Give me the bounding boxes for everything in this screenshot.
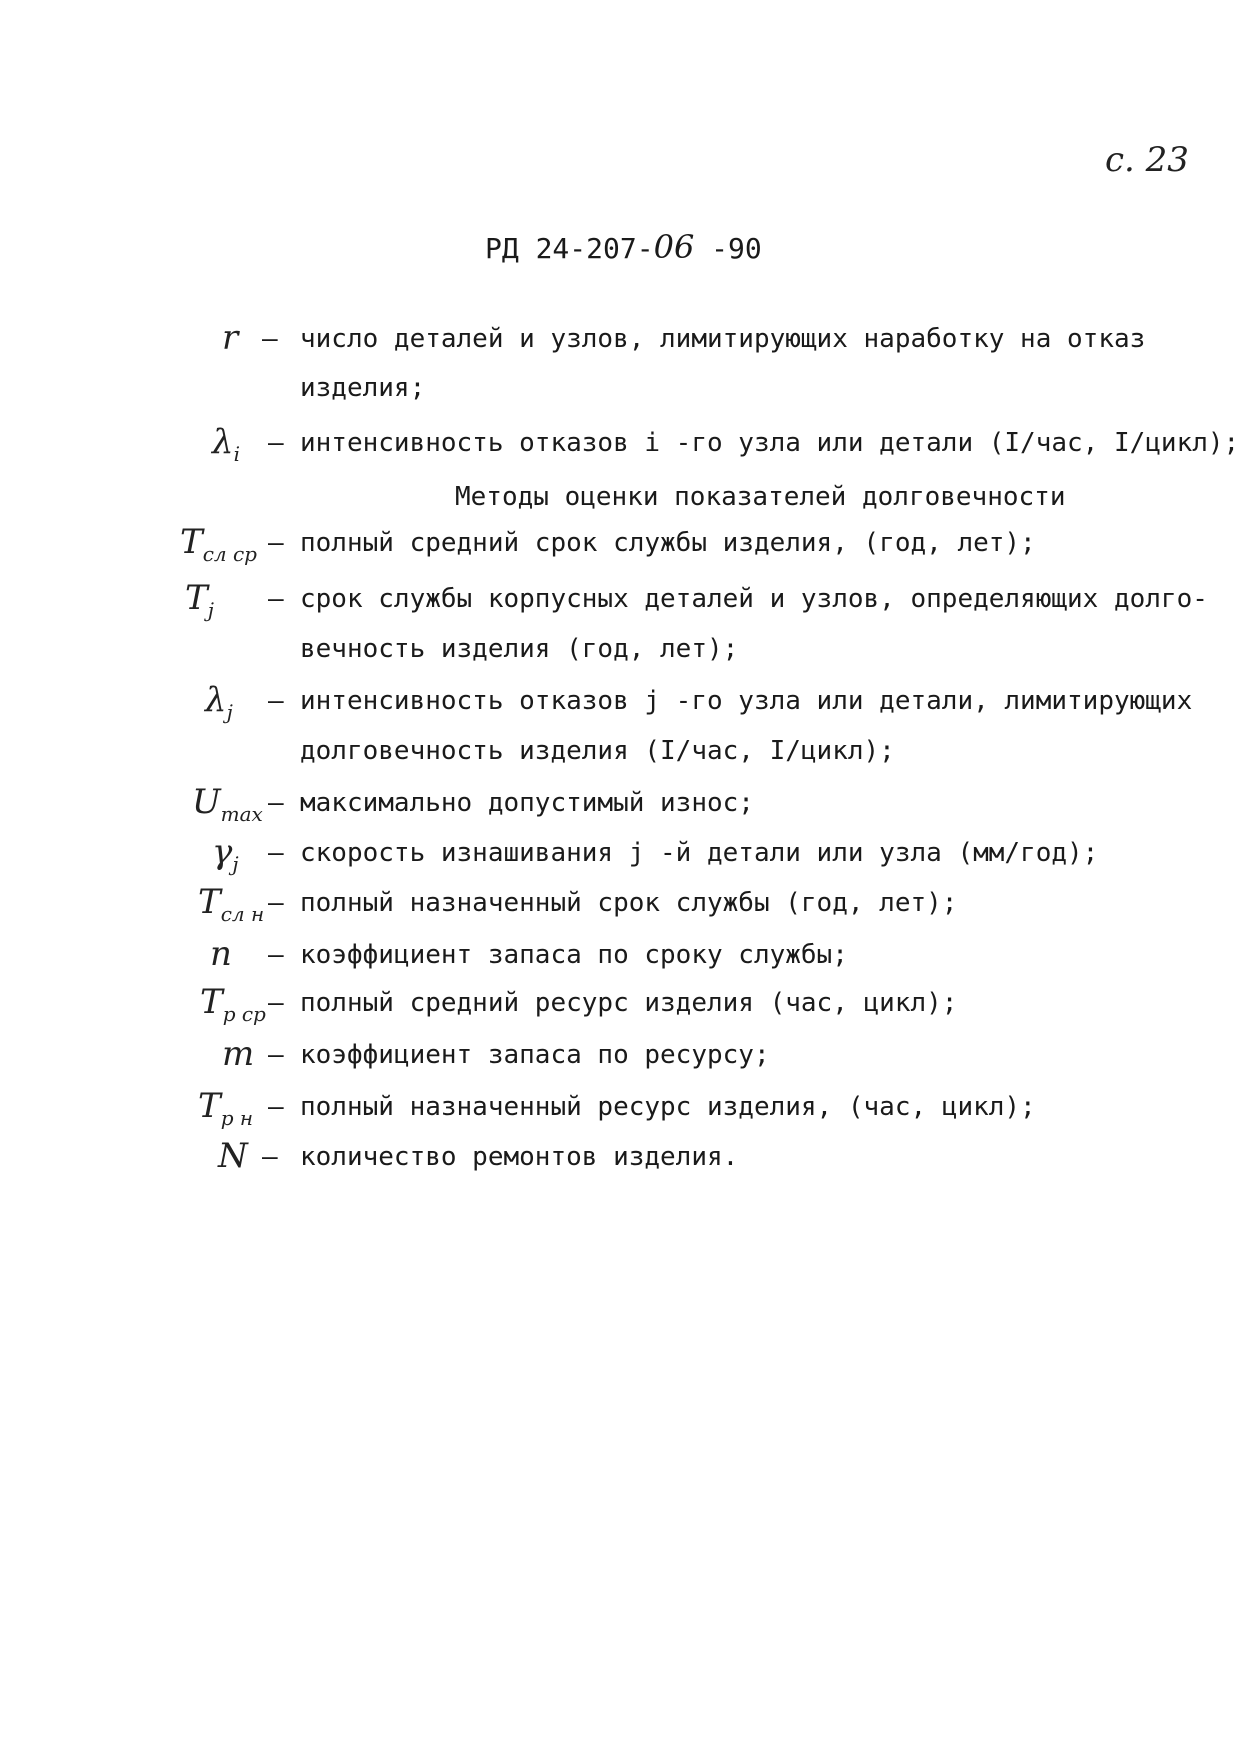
page-number: с. 23 <box>1105 140 1189 180</box>
definition-text: полный средний срок службы изделия, (год, лет); <box>300 528 1036 558</box>
definition-text: максимально допустимый износ; <box>300 788 754 818</box>
dash: – <box>268 838 284 868</box>
symbol: $U_{max}$ <box>192 782 263 826</box>
symbol: $T_{сл ср}$ <box>180 522 257 566</box>
definition-t-j <box>0 578 1246 628</box>
definition-lambda-j <box>0 680 1246 730</box>
symbol: $T_{сл н}$ <box>198 882 265 926</box>
dash: – <box>268 788 284 818</box>
definition-t-r-n <box>0 1086 1246 1136</box>
document-code <box>485 228 762 266</box>
doc-code-prefix: РД 24-207- <box>485 232 654 265</box>
definition-N <box>0 1136 1246 1186</box>
dash: – <box>268 888 284 918</box>
definition-n <box>0 934 1246 984</box>
symbol: r <box>222 318 239 358</box>
symbol: $\gamma_j$ <box>212 832 239 876</box>
definition-continuation: долговечность изделия (I/час, I/цикл); <box>300 736 895 766</box>
dash: – <box>268 528 284 558</box>
dash: – <box>268 584 284 614</box>
definition-continuation: изделия; <box>300 373 426 403</box>
symbol: n <box>210 934 232 974</box>
dash: – <box>268 1092 284 1122</box>
dash: – <box>268 1040 284 1070</box>
definition-text: полный назначенный ресурс изделия, (час, цикл); <box>300 1092 1036 1122</box>
symbol: $\lambda_i$ <box>212 422 240 466</box>
symbol: m <box>222 1034 255 1074</box>
definition-text: коэффициент запаса по сроку службы; <box>300 940 848 970</box>
definition-text: количество ремонтов изделия. <box>300 1142 739 1172</box>
definition-text: полный назначенный срок службы (год, лет); <box>300 888 958 918</box>
definition-continuation: вечность изделия (год, лет); <box>300 634 739 664</box>
dash: – <box>262 1142 278 1172</box>
doc-code-handwritten: 06 <box>653 228 695 266</box>
definition-text: полный средний ресурс изделия (час, цикл); <box>300 988 958 1018</box>
symbol: N <box>218 1136 248 1176</box>
symbol: $T_{р н}$ <box>198 1086 254 1130</box>
definition-text: срок службы корпусных деталей и узлов, определяющих долго- <box>300 584 1208 614</box>
dash: – <box>268 686 284 716</box>
dash: – <box>268 428 284 458</box>
definition-text: интенсивность отказов i -го узла или детали (I/час, I/цикл); <box>300 428 1240 458</box>
definition-text: скорость изнашивания j -й детали или узла (мм/год); <box>300 838 1099 868</box>
definition-r <box>0 318 1246 368</box>
symbol: $T_j$ <box>185 578 214 622</box>
dash: – <box>262 324 278 354</box>
dash: – <box>268 940 284 970</box>
definition-t-r-sr <box>0 982 1246 1032</box>
definition-gamma-j <box>0 832 1246 882</box>
definition-text: интенсивность отказов j -го узла или детали, лимитирующих <box>300 686 1193 716</box>
definition-m <box>0 1034 1246 1084</box>
doc-code-suffix: -90 <box>694 232 762 265</box>
definition-t-sl-sr <box>0 522 1246 572</box>
definition-u-max <box>0 782 1246 832</box>
definition-t-sl-n <box>0 882 1246 932</box>
symbol: $\lambda_j$ <box>205 680 233 724</box>
symbol: $T_{р ср}$ <box>200 982 266 1026</box>
definition-lambda-i <box>0 422 1246 472</box>
dash: – <box>268 988 284 1018</box>
section-heading: Методы оценки показателей долговечности <box>455 482 1066 512</box>
definition-text: число деталей и узлов, лимитирующих наработку на отказ <box>300 324 1146 354</box>
definition-text: коэффициент запаса по ресурсу; <box>300 1040 770 1070</box>
